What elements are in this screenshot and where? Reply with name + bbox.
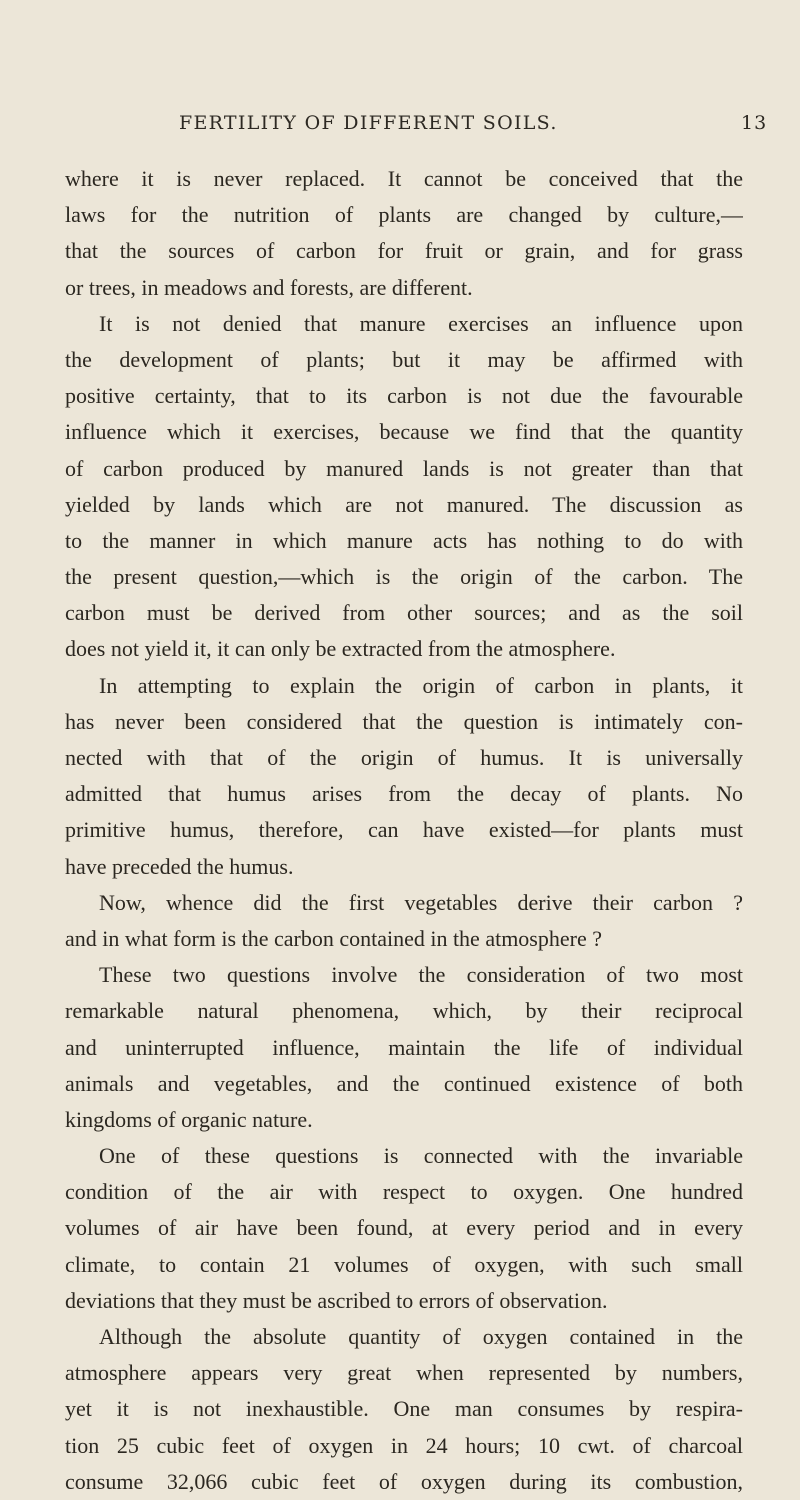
text-line: condition of the air with respect to oxygen. One hundred — [65, 1179, 743, 1205]
text-line: animals and vegetables, and the continued existence of both — [65, 1070, 743, 1096]
text-line: climate, to contain 21 volumes of oxygen, with such small — [65, 1251, 743, 1277]
body-text — [65, 161, 743, 1500]
text-line: admitted that humus arises from the decay of plants. No — [65, 781, 743, 807]
text-line: It is not denied that manure exercises an influence upon — [99, 310, 743, 336]
text-line: and in what form is the carbon contained in the atmosphere ? — [65, 925, 602, 951]
text-line: remarkable natural phenomena, which, by their reciprocal — [65, 998, 743, 1024]
text-line: deviations that they must be ascribed to errors of observation. — [65, 1287, 608, 1313]
running-head — [0, 112, 800, 142]
text-line: nected with that of the origin of humus. It is universally — [65, 745, 743, 770]
text-line: the present question,—which is the origin of the carbon. The — [65, 564, 743, 590]
text-line: Although the absolute quantity of oxygen contained in the — [99, 1324, 743, 1349]
text-line: primitive humus, therefore, can have existed—for plants must — [65, 817, 743, 843]
text-line: positive certainty, that to its carbon is not due the favourable — [65, 383, 743, 409]
text-line: have preceded the humus. — [65, 853, 294, 879]
text-line: influence which it exercises, because we find that the quantity — [65, 419, 743, 445]
text-line: atmosphere appears very great when represented by numbers, — [65, 1360, 743, 1386]
text-line: to the manner in which manure acts has nothing to do with — [65, 527, 743, 553]
text-line: One of these questions is connected with the invariable — [99, 1143, 743, 1169]
text-line: volumes of air have been found, at every period and in every — [65, 1215, 743, 1241]
text-line: laws for the nutrition of plants are changed by culture,— — [65, 202, 743, 228]
text-line: and uninterrupted influence, maintain the life of individual — [65, 1034, 743, 1060]
text-line: yet it is not inexhaustible. One man consumes by respira- — [65, 1396, 743, 1422]
text-line: or trees, in meadows and forests, are different. — [65, 274, 473, 300]
text-line: consume 32,066 cubic feet of oxygen during its combustion, — [65, 1468, 743, 1494]
text-line: kingdoms of organic nature. — [65, 1106, 313, 1132]
running-title: FERTILITY OF DIFFERENT SOILS. — [179, 112, 558, 134]
text-line: yielded by lands which are not manured. The discussion as — [65, 491, 743, 517]
text-line: carbon must be derived from other sources; and as the soil — [65, 600, 743, 626]
text-line: has never been considered that the question is intimately con- — [65, 708, 743, 734]
text-line: does not yield it, it can only be extracted from the atmosphere. — [65, 636, 616, 662]
text-line: These two questions involve the consideration of two most — [99, 962, 743, 988]
text-line: In attempting to explain the origin of carbon in plants, it — [99, 672, 743, 698]
text-line: that the sources of carbon for fruit or grain, and for grass — [65, 238, 743, 264]
text-line: where it is never replaced. It cannot be conceived that the — [65, 166, 743, 191]
text-line: tion 25 cubic feet of oxygen in 24 hours; 10 cwt. of charcoal — [65, 1432, 743, 1458]
text-line: Now, whence did the first vegetables derive their carbon ? — [99, 889, 743, 915]
page-number: 13 — [741, 112, 768, 134]
text-line: the development of plants; but it may be affirmed with — [65, 346, 743, 372]
text-line: of carbon produced by manured lands is not greater than that — [65, 455, 743, 481]
